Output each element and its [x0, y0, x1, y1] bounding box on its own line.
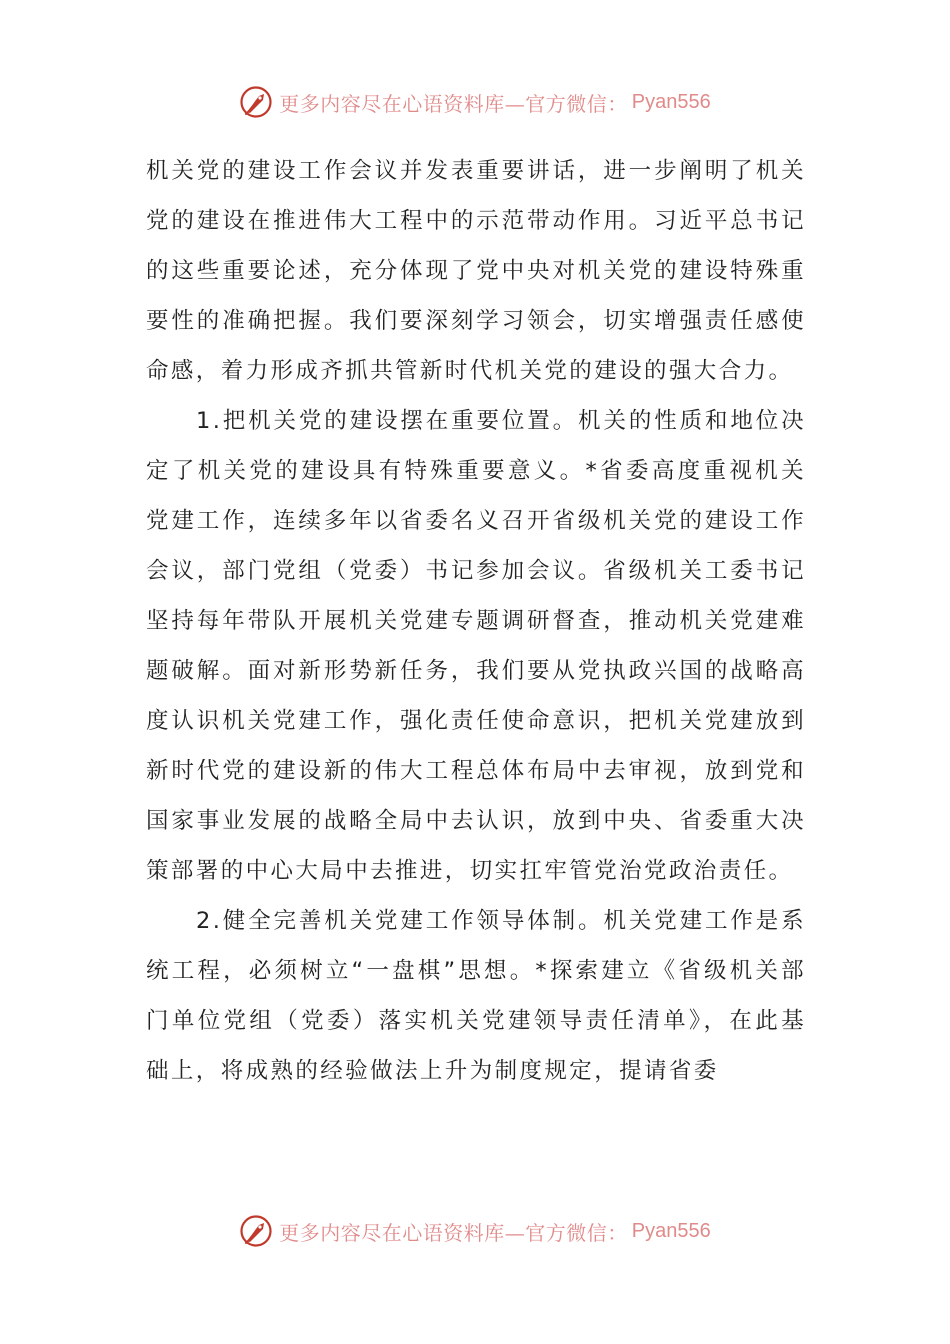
- pen-nib-logo-icon: [239, 85, 273, 119]
- paragraph: 1.把机关党的建设摆在重要位置。机关的性质和地位决定了机关党的建设具有特殊重要意义。*省委高度重视机关党建工作，连续多年以省委名义召开省级机关党的建设工作会议，部门党组（党委）书记参加会议。省级机关工委书记坚持每年带队开展机关党建专题调研督查，推动机关党建难题破解。面对新形势新任务，我们要从党执政兴国的战略高度认识机关党建工作，强化责任使命意识，把机关党建放到新时代党的建设新的伟大工程总体布局中去审视，放到党和国家事业发展的战略全局中去认识，放到中央、省委重大决策部署的中心大局中去推进，切实扛牢管党治党政治责任。: [146, 408, 806, 884]
- watermark-banner-top: [0, 82, 950, 122]
- watermark-wechat-id: Pyan556: [631, 90, 711, 113]
- paragraph: 2.健全完善机关党建工作领导体制。机关党建工作是系统工程，必须树立“一盘棋”思想。*探索建立《省级机关部门单位党组（党委）落实机关党建领导责任清单》，在此基础上，将成熟的经验做法上升为制度规定，提请省委: [146, 908, 806, 1084]
- watermark-wechat-id: Pyan556: [631, 1219, 711, 1242]
- document-body: [146, 146, 806, 1096]
- watermark-banner-bottom: [0, 1211, 950, 1251]
- paragraph: 机关党的建设工作会议并发表重要讲话，进一步阐明了机关党的建设在推进伟大工程中的示范带动作用。习近平总书记的这些重要论述，充分体现了党中央对机关党的建设特殊重要性的准确把握。我们要深刻学习领会，切实增强责任感使命感，着力形成齐抓共管新时代机关党的建设的强大合力。: [146, 158, 806, 384]
- pen-nib-logo-icon: [239, 1214, 273, 1248]
- watermark-text: 更多内容尽在心语资料库—官方微信：: [279, 91, 628, 116]
- watermark-text: 更多内容尽在心语资料库—官方微信：: [279, 1220, 628, 1245]
